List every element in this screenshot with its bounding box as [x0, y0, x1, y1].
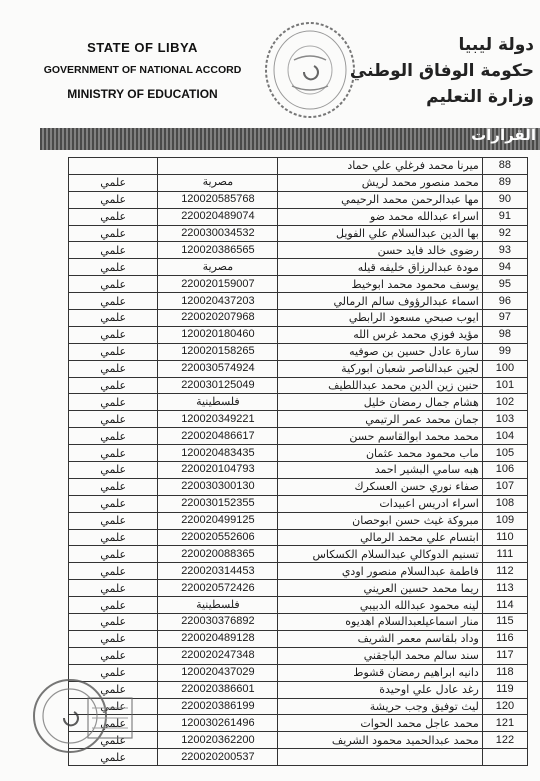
table-row — [69, 259, 528, 276]
national-id: 220030574924 — [158, 360, 278, 377]
national-id: 220030125049 — [158, 377, 278, 394]
student-type: علمي — [69, 732, 158, 749]
student-name: ماب محمود محمد عثمان — [278, 445, 482, 462]
student-name: رغد عادل علي اوحيدة — [278, 681, 482, 698]
student-name: محمد عاجل محمد الحوات — [278, 715, 482, 732]
row-number: 93 — [482, 242, 527, 259]
student-name: ميرنا محمد فرغلي علي حماد — [278, 158, 482, 175]
government-line: GOVERNMENT OF NATIONAL ACCORD — [43, 64, 242, 76]
national-id: مصرية — [158, 259, 278, 276]
row-number: 100 — [482, 360, 527, 377]
row-number: 115 — [482, 614, 527, 631]
national-id: 120020349221 — [158, 411, 278, 428]
national-id: 220030152355 — [158, 495, 278, 512]
student-type: علمي — [69, 360, 158, 377]
table-row — [69, 326, 528, 343]
students-table — [68, 157, 528, 766]
student-type: علمي — [69, 191, 158, 208]
student-type: علمي — [69, 698, 158, 715]
student-name — [278, 749, 482, 766]
student-type: علمي — [69, 715, 158, 732]
state-line: STATE OF LIBYA — [87, 40, 198, 55]
national-id: 220020552606 — [158, 529, 278, 546]
row-number: 107 — [482, 478, 527, 495]
student-type: علمي — [69, 293, 158, 310]
table-row — [69, 225, 528, 242]
ministry-seal-icon — [264, 20, 356, 120]
table-row — [69, 462, 528, 479]
national-id: 220020386601 — [158, 681, 278, 698]
row-number: 118 — [482, 664, 527, 681]
row-number: 119 — [482, 681, 527, 698]
national-id: 220020489074 — [158, 208, 278, 225]
student-name: يوسف محمود محمد ابوخيط — [278, 276, 482, 293]
table-row — [69, 174, 528, 191]
student-name: ابتسام علي محمد الرمالي — [278, 529, 482, 546]
student-name: رضوى خالد فايد حسن — [278, 242, 482, 259]
table-row — [69, 208, 528, 225]
student-name: اسماء عبدالرؤوف سالم الرمالي — [278, 293, 482, 310]
student-name: مبروكة غيث حسن ابوحصان — [278, 512, 482, 529]
national-id: 220020247348 — [158, 647, 278, 664]
table-row — [69, 681, 528, 698]
ministry-line: MINISTRY OF EDUCATION — [67, 87, 218, 101]
table-row — [69, 191, 528, 208]
row-number: 106 — [482, 462, 527, 479]
student-type: علمي — [69, 597, 158, 614]
student-type: علمي — [69, 580, 158, 597]
student-name: هشام جمال رمضان خليل — [278, 394, 482, 411]
national-id: 220020486617 — [158, 428, 278, 445]
table-row — [69, 715, 528, 732]
row-number: 95 — [482, 276, 527, 293]
national-id: 220030376892 — [158, 614, 278, 631]
student-name: جمان محمد عمر الرتيمي — [278, 411, 482, 428]
table-row — [69, 242, 528, 259]
row-number: 117 — [482, 647, 527, 664]
student-name: بها الدين عبدالسلام علي الفويل — [278, 225, 482, 242]
table-row — [69, 563, 528, 580]
table-row — [69, 512, 528, 529]
table-row — [69, 360, 528, 377]
student-type: علمي — [69, 630, 158, 647]
row-number: 109 — [482, 512, 527, 529]
national-id: 120020362200 — [158, 732, 278, 749]
student-name: ايوب صبحي مسعود الرابطي — [278, 310, 482, 327]
student-type: علمي — [69, 326, 158, 343]
student-type: علمي — [69, 428, 158, 445]
student-type: علمي — [69, 445, 158, 462]
table-row — [69, 732, 528, 749]
national-id: 220020386199 — [158, 698, 278, 715]
english-letterhead — [40, 40, 245, 101]
row-number: 105 — [482, 445, 527, 462]
student-name: منار اسماعيلعبدالسلام اهديوه — [278, 614, 482, 631]
national-id: 220020159007 — [158, 276, 278, 293]
table-row — [69, 394, 528, 411]
student-type: علمي — [69, 276, 158, 293]
student-name: هبه سامي البشير احمد — [278, 462, 482, 479]
row-number: 89 — [482, 174, 527, 191]
row-number: 92 — [482, 225, 527, 242]
student-type: علمي — [69, 242, 158, 259]
national-id: 220020314453 — [158, 563, 278, 580]
row-number: 88 — [482, 158, 527, 175]
national-id: 120020180460 — [158, 326, 278, 343]
arabic-letterhead — [349, 32, 534, 110]
student-name: محمد محمد ابوالقاسم حسن — [278, 428, 482, 445]
student-type — [69, 158, 158, 175]
student-name: تسنيم الدوكالي عبدالسلام الكسكاس — [278, 546, 482, 563]
national-id: 220020207968 — [158, 310, 278, 327]
table-row — [69, 614, 528, 631]
table-row — [69, 310, 528, 327]
student-type: علمي — [69, 259, 158, 276]
table-row — [69, 343, 528, 360]
row-number: 114 — [482, 597, 527, 614]
table-row — [69, 411, 528, 428]
row-number: 91 — [482, 208, 527, 225]
student-type: علمي — [69, 208, 158, 225]
row-number: 122 — [482, 732, 527, 749]
header-band — [40, 128, 540, 150]
student-type: علمي — [69, 664, 158, 681]
row-number: 103 — [482, 411, 527, 428]
student-type: علمي — [69, 462, 158, 479]
student-type: علمي — [69, 411, 158, 428]
row-number: 104 — [482, 428, 527, 445]
table-row — [69, 276, 528, 293]
student-name: ليث توفيق وجب حريشة — [278, 698, 482, 715]
table-row — [69, 580, 528, 597]
row-number: 110 — [482, 529, 527, 546]
row-number: 94 — [482, 259, 527, 276]
student-name: اسراء عبدالله محمد ضو — [278, 208, 482, 225]
student-type: علمي — [69, 647, 158, 664]
row-number: 116 — [482, 630, 527, 647]
student-name: سند سالم محمد الباجقني — [278, 647, 482, 664]
table-row — [69, 293, 528, 310]
student-type: علمي — [69, 495, 158, 512]
student-name: لينه محمود عبدالله الدبيبي — [278, 597, 482, 614]
student-name: محمد عبدالحميد محمود الشريف — [278, 732, 482, 749]
student-type: علمي — [69, 529, 158, 546]
row-number: 112 — [482, 563, 527, 580]
arabic-state-line: دولة ليبيا — [458, 35, 534, 55]
national-id: 220030300130 — [158, 478, 278, 495]
table-row — [69, 495, 528, 512]
national-id — [158, 158, 278, 175]
table-row — [69, 664, 528, 681]
national-id: مصرية — [158, 174, 278, 191]
table-row — [69, 529, 528, 546]
national-id: 120020437203 — [158, 293, 278, 310]
national-id: فلسطينية — [158, 597, 278, 614]
row-number: 102 — [482, 394, 527, 411]
row-number: 90 — [482, 191, 527, 208]
student-name: مودة عبدالرزاق خليفه قيله — [278, 259, 482, 276]
student-name: حنين زين الدين محمد عبداللطيف — [278, 377, 482, 394]
student-type: علمي — [69, 478, 158, 495]
student-type: علمي — [69, 225, 158, 242]
table-row — [69, 377, 528, 394]
student-name: ريما محمد حسين العريني — [278, 580, 482, 597]
row-number: 96 — [482, 293, 527, 310]
table-row — [69, 478, 528, 495]
student-type: علمي — [69, 749, 158, 766]
student-type: علمي — [69, 377, 158, 394]
table-row — [69, 698, 528, 715]
national-id: 120020437029 — [158, 664, 278, 681]
row-number: 98 — [482, 326, 527, 343]
row-number: 113 — [482, 580, 527, 597]
student-type: علمي — [69, 512, 158, 529]
table-row — [69, 428, 528, 445]
student-name: لجين عبدالناصر شعبان ابوركية — [278, 360, 482, 377]
student-type: علمي — [69, 343, 158, 360]
national-id: 120030261496 — [158, 715, 278, 732]
table-row — [69, 158, 528, 175]
row-number: 121 — [482, 715, 527, 732]
student-name: فاطمة عبدالسلام منصور اودي — [278, 563, 482, 580]
national-id: 220020088365 — [158, 546, 278, 563]
table-row — [69, 546, 528, 563]
row-number: 97 — [482, 310, 527, 327]
arabic-ministry-line: وزارة التعليم — [426, 87, 534, 107]
row-number: 108 — [482, 495, 527, 512]
national-id: 220020489128 — [158, 630, 278, 647]
national-id: 120020483435 — [158, 445, 278, 462]
arabic-government-line: حكومة الوفاق الوطني — [349, 61, 534, 81]
student-type: علمي — [69, 394, 158, 411]
decisions-stamp-icon — [30, 676, 134, 756]
national-id: 220030034532 — [158, 225, 278, 242]
student-type: علمي — [69, 174, 158, 191]
table-row — [69, 445, 528, 462]
national-id: فلسطينية — [158, 394, 278, 411]
table-row — [69, 647, 528, 664]
table-row — [69, 749, 528, 766]
student-name: محمد منصور محمد لريش — [278, 174, 482, 191]
student-type: علمي — [69, 546, 158, 563]
national-id: 120020585768 — [158, 191, 278, 208]
student-name: دانيه ابراهيم رمضان قشوط — [278, 664, 482, 681]
table-row — [69, 597, 528, 614]
national-id: 120020386565 — [158, 242, 278, 259]
national-id: 120020158265 — [158, 343, 278, 360]
student-name: وداد بلقاسم معمر الشريف — [278, 630, 482, 647]
student-name: صفاء نوري حسن العسكرك — [278, 478, 482, 495]
national-id: 220020499125 — [158, 512, 278, 529]
student-type: علمي — [69, 563, 158, 580]
national-id: 220020572426 — [158, 580, 278, 597]
student-name: اسراء ادريس اعبيدات — [278, 495, 482, 512]
student-name: مؤيد فوزي محمد غرس الله — [278, 326, 482, 343]
row-number: 99 — [482, 343, 527, 360]
student-name: مها عبدالرحمن محمد الرحيمي — [278, 191, 482, 208]
student-type: علمي — [69, 614, 158, 631]
table-row — [69, 630, 528, 647]
student-name: سارة عادل حسين بن صوفيه — [278, 343, 482, 360]
row-number: 120 — [482, 698, 527, 715]
national-id: 220020200537 — [158, 749, 278, 766]
student-type: علمي — [69, 310, 158, 327]
row-number: 101 — [482, 377, 527, 394]
student-type: علمي — [69, 681, 158, 698]
row-number: 111 — [482, 546, 527, 563]
national-id: 220020104793 — [158, 462, 278, 479]
row-number — [482, 749, 527, 766]
band-title: القرارات — [471, 126, 536, 144]
